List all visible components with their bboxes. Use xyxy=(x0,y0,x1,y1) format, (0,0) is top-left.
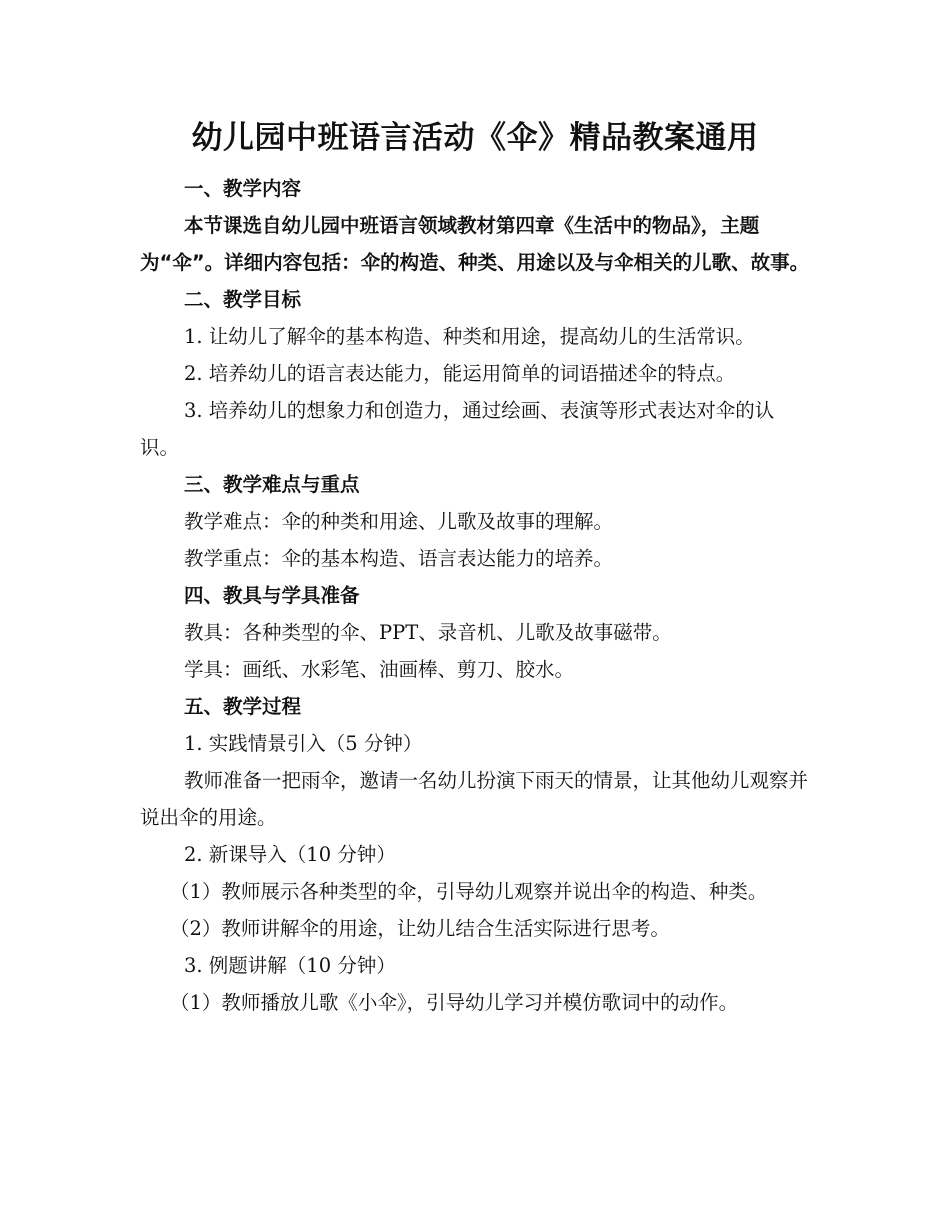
paragraph: （1）教师播放儿歌《小伞》，引导幼儿学习并模仿歌词中的动作。 xyxy=(170,991,739,1014)
paragraph: 1. 实践情景引入（5 分钟） xyxy=(184,732,423,755)
paragraph: 3. 例题讲解（10 分钟） xyxy=(184,954,396,977)
paragraph: （1）教师展示各种类型的伞，引导幼儿观察并说出伞的构造、种类。 xyxy=(170,880,768,903)
paragraph: 教师准备一把雨伞，邀请一名幼儿扮演下雨天的情景，让其他幼儿观察并说出伞的用途。 xyxy=(140,769,809,829)
section-heading-process: 五、教学过程 xyxy=(184,695,302,718)
section-heading-goals: 二、教学目标 xyxy=(184,288,302,311)
paragraph: 本节课选自幼儿园中班语言领域教材第四章《生活中的物品》，主题为“伞”。详细内容包括：伞的构造、种类、用途以及与伞相关的儿歌、故事。 xyxy=(140,214,810,274)
paragraph: 教具：各种类型的伞、PPT、录音机、儿歌及故事磁带。 xyxy=(184,621,672,644)
paragraph: 教学难点：伞的种类和用途、儿歌及故事的理解。 xyxy=(184,510,614,533)
paragraph: 2. 培养幼儿的语言表达能力，能运用简单的词语描述伞的特点。 xyxy=(184,362,736,385)
paragraph: 3. 培养幼儿的想象力和创造力，通过绘画、表演等形式表达对伞的认识。 xyxy=(140,399,775,459)
document-title: 幼儿园中班语言活动《伞》精品教案通用 xyxy=(191,120,759,156)
section-heading-key-points: 三、教学难点与重点 xyxy=(184,473,360,496)
paragraph: （2）教师讲解伞的用途，让幼儿结合生活实际进行思考。 xyxy=(170,917,670,940)
paragraph: 教学重点：伞的基本构造、语言表达能力的培养。 xyxy=(184,547,614,570)
section-heading-content: 一、教学内容 xyxy=(184,177,302,200)
paragraph: 学具：画纸、水彩笔、油画棒、剪刀、胶水。 xyxy=(184,658,575,681)
paragraph: 2. 新课导入（10 分钟） xyxy=(184,843,396,866)
section-heading-materials: 四、教具与学具准备 xyxy=(184,584,360,607)
paragraph: 1. 让幼儿了解伞的基本构造、种类和用途，提高幼儿的生活常识。 xyxy=(184,325,755,348)
